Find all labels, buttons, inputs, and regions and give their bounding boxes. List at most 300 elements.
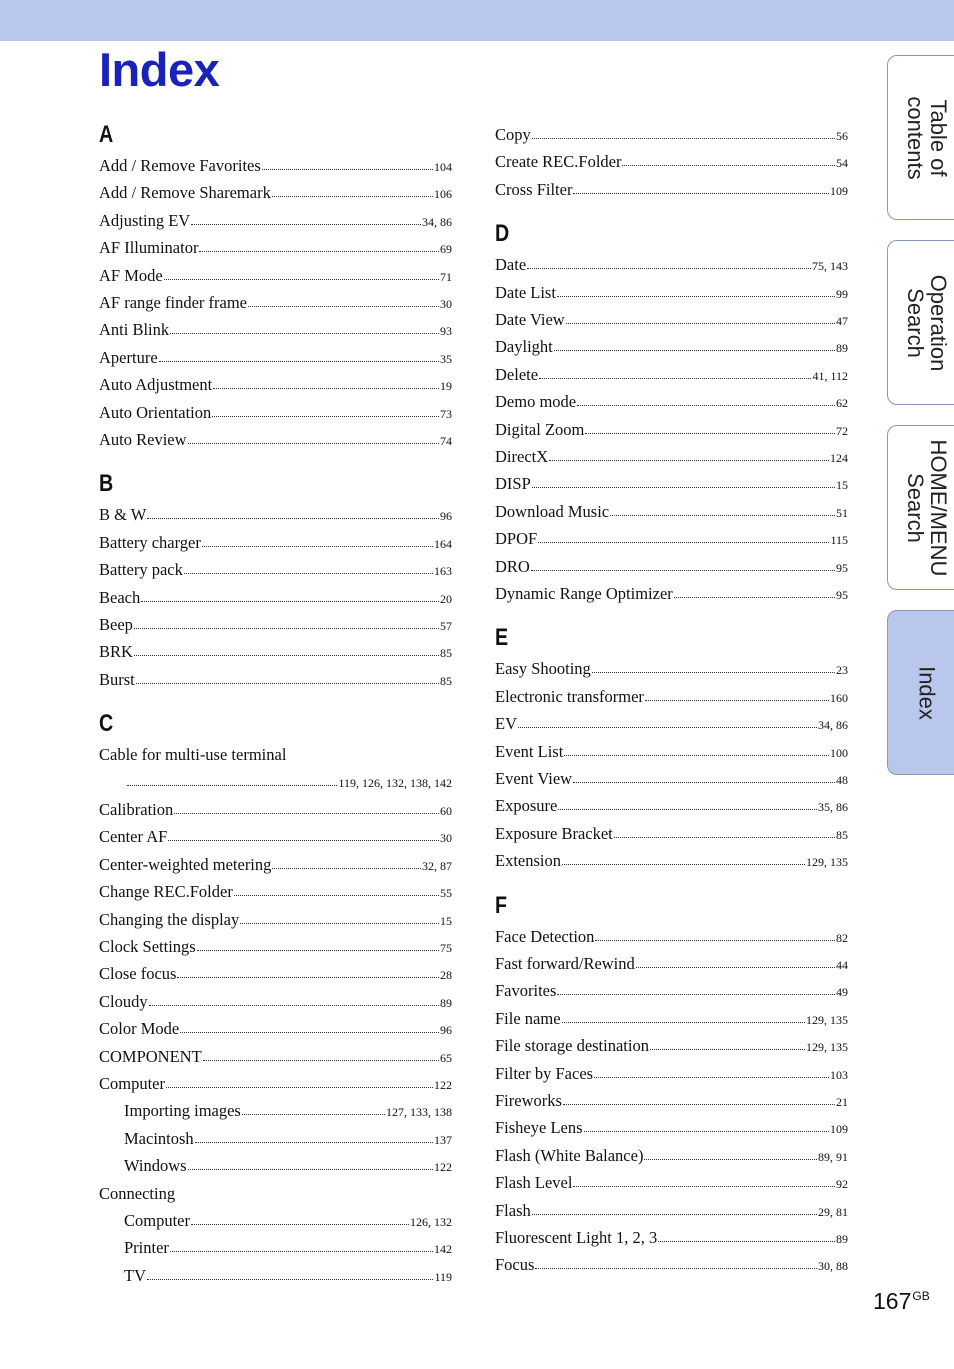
entry-label: Auto Review: [99, 430, 187, 449]
index-entry[interactable]: [495, 1227, 848, 1249]
dot-leader: [585, 433, 835, 434]
page-reference-link[interactable]: 48: [836, 773, 848, 787]
page-reference-link[interactable]: 21: [836, 1095, 848, 1109]
entry-label: Cloudy: [99, 991, 148, 1011]
page-reference-link[interactable]: 44: [836, 958, 848, 972]
index-entry[interactable]: [495, 473, 848, 495]
entry-label: Auto Adjustment: [99, 375, 213, 395]
dot-leader: [147, 1279, 433, 1280]
page-reference-link[interactable]: 35: [440, 351, 452, 366]
dot-leader: [562, 864, 805, 865]
entry-label: Date: [495, 255, 527, 275]
entry-label: Close focus: [99, 964, 177, 984]
entry-label: File storage destination: [495, 1036, 649, 1056]
page-reference-link[interactable]: 49: [836, 985, 848, 1000]
index-entry[interactable]: [99, 881, 452, 903]
index-subentry[interactable]: [99, 1237, 452, 1259]
index-entry[interactable]: [99, 347, 452, 369]
page-reference-link[interactable]: 32, 87: [422, 858, 452, 873]
dot-leader: [202, 546, 433, 547]
index-entry[interactable]: [495, 768, 848, 790]
dot-leader: [573, 782, 835, 783]
page-reference-link[interactable]: 35, 86: [818, 800, 848, 815]
tab-table-of-contents-label: Table of contents: [903, 95, 951, 180]
page-reference-link[interactable]: 65: [440, 1050, 452, 1065]
entry-label: Flash (White Balance): [495, 1145, 644, 1165]
entry-label: Fireworks: [495, 1091, 562, 1110]
dot-leader: [199, 251, 439, 252]
index-entry[interactable]: [99, 237, 452, 259]
page-reference-link[interactable]: 89: [836, 1232, 848, 1246]
entry-label: Anti Blink: [99, 320, 170, 340]
page-reference-link[interactable]: 122: [434, 1078, 452, 1092]
dot-leader: [564, 755, 829, 756]
dot-leader: [180, 1032, 439, 1033]
index-entry[interactable]: [495, 953, 848, 975]
dot-leader: [272, 196, 433, 197]
entry-label: Change REC.Folder: [99, 882, 233, 902]
dot-leader: [595, 940, 835, 941]
index-entry[interactable]: [99, 559, 452, 581]
index-entry[interactable]: [99, 532, 452, 554]
dot-leader: [188, 443, 439, 444]
page-reference-link[interactable]: 122: [434, 1160, 452, 1175]
index-entry[interactable]: [495, 419, 848, 441]
page-reference-link[interactable]: 99: [836, 286, 848, 301]
index-subentry[interactable]: [99, 1100, 452, 1122]
dot-leader: [645, 700, 829, 701]
page-title: Index: [99, 43, 220, 96]
dot-leader: [610, 515, 835, 516]
tab-home-menu-search[interactable]: [887, 425, 954, 590]
page-reference-link[interactable]: 103: [830, 1067, 848, 1082]
dot-leader: [188, 1169, 433, 1170]
page-reference-link[interactable]: 164: [434, 536, 452, 551]
entry-label: Color Mode: [99, 1019, 180, 1039]
dot-leader: [577, 405, 835, 406]
page-reference-link[interactable]: 23: [836, 663, 848, 678]
page-reference-link[interactable]: 127, 133, 138: [386, 1105, 452, 1120]
page-reference-link[interactable]: 129, 135: [806, 1012, 848, 1027]
entry-label: DRO: [495, 556, 530, 576]
dot-leader: [149, 1005, 439, 1006]
entry-label: Date List: [495, 282, 556, 302]
page-reference-link[interactable]: 30, 88: [818, 1259, 848, 1274]
entry-label: Beep: [99, 615, 133, 634]
page-reference-link[interactable]: 119, 126, 132, 138, 142: [338, 775, 452, 790]
dot-leader: [248, 306, 439, 307]
dot-leader: [197, 950, 439, 951]
section-letter: F: [495, 891, 508, 919]
page-reference-link[interactable]: 75, 143: [812, 259, 848, 274]
entry-label: Easy Shooting: [495, 659, 591, 679]
index-entry[interactable]: [495, 850, 848, 872]
entry-label: Add / Remove Sharemark: [99, 183, 271, 203]
page-reference-link[interactable]: 15: [836, 478, 848, 493]
entry-label: Windows: [124, 1156, 187, 1176]
dot-leader: [594, 1077, 829, 1078]
tab-table-of-contents[interactable]: [887, 55, 954, 220]
entry-label: COMPONENT: [99, 1046, 202, 1066]
entry-label: Flash Level: [495, 1173, 573, 1193]
index-entry[interactable]: [495, 1090, 848, 1112]
page-reference-link[interactable]: 29, 81: [818, 1204, 848, 1219]
page-reference-link[interactable]: 72: [836, 423, 848, 438]
entry-label: AF Mode: [99, 265, 163, 285]
index-entry[interactable]: [99, 1183, 452, 1205]
dot-leader: [563, 1104, 835, 1105]
dot-leader: [234, 895, 439, 896]
dot-leader: [674, 597, 835, 598]
page-reference-link[interactable]: 47: [836, 314, 848, 328]
entry-label: Fluorescent Light 1, 2, 3: [495, 1228, 658, 1247]
index-entry[interactable]: [99, 909, 452, 931]
entry-label: DISP: [495, 474, 531, 494]
index-entry[interactable]: [99, 265, 452, 287]
page-reference-link[interactable]: 85: [440, 646, 452, 661]
index-entry[interactable]: [99, 292, 452, 314]
dot-leader: [558, 809, 817, 810]
index-entry[interactable]: [495, 658, 848, 680]
dot-leader: [658, 1241, 835, 1242]
dot-leader: [518, 727, 817, 728]
page-reference-link[interactable]: 129, 135: [806, 855, 848, 870]
tab-index[interactable]: [887, 610, 954, 775]
dot-leader: [614, 837, 835, 838]
entry-label: Battery charger: [99, 532, 201, 552]
index-entry[interactable]: [99, 614, 452, 636]
page-reference-link[interactable]: 73: [440, 406, 452, 421]
index-entry[interactable]: [495, 1172, 848, 1194]
page-number: [873, 1288, 930, 1315]
index-entry[interactable]: [99, 963, 452, 985]
entry-label: BRK: [99, 642, 133, 662]
dot-leader: [636, 967, 835, 968]
index-entry[interactable]: [99, 854, 452, 876]
page-reference-link[interactable]: 69: [440, 242, 452, 257]
page-reference-link[interactable]: 85: [836, 827, 848, 842]
entry-label: Computer: [124, 1211, 190, 1230]
dot-leader: [242, 1114, 385, 1115]
index-entry[interactable]: [495, 713, 848, 735]
dot-leader: [177, 977, 439, 978]
entry-label: DPOF: [495, 529, 538, 549]
page-reference-link[interactable]: 93: [440, 324, 452, 339]
index-entry[interactable]: [495, 556, 848, 578]
entry-label: Dynamic Range Optimizer: [495, 584, 673, 603]
dot-leader: [532, 138, 835, 139]
dot-leader: [557, 994, 835, 995]
index-entry[interactable]: [495, 1117, 848, 1139]
index-entry[interactable]: [495, 980, 848, 1002]
entry-label: Aperture: [99, 347, 158, 367]
index-entry[interactable]: [495, 1063, 848, 1085]
index-entry[interactable]: [99, 402, 452, 424]
index-subentry[interactable]: [99, 1155, 452, 1177]
page-reference-link[interactable]: 28: [440, 968, 452, 983]
dot-leader: [584, 1131, 829, 1132]
dot-leader: [562, 1022, 805, 1023]
entry-label: Favorites: [495, 981, 557, 1001]
entry-label: Calibration: [99, 800, 174, 819]
dot-leader: [203, 1060, 439, 1061]
page-reference-link[interactable]: 109: [830, 183, 848, 198]
page-reference-link[interactable]: 30: [440, 831, 452, 846]
entry-label: TV: [124, 1265, 146, 1285]
entry-label: Changing the display: [99, 909, 240, 929]
index-entry[interactable]: [99, 155, 452, 177]
dot-leader: [141, 601, 439, 602]
dot-leader: [147, 518, 439, 519]
index-entry[interactable]: [495, 1145, 848, 1167]
entry-label: Center AF: [99, 827, 168, 847]
section-letter: E: [495, 624, 509, 652]
dot-leader: [136, 683, 439, 684]
index-entry[interactable]: [99, 744, 452, 766]
dot-leader: [213, 388, 439, 389]
entry-label: Extension: [495, 851, 561, 871]
page-reference-link[interactable]: 54: [836, 156, 848, 171]
dot-leader: [549, 460, 829, 461]
index-entry[interactable]: [495, 1035, 848, 1057]
entry-label: Daylight: [495, 337, 553, 357]
entry-label: Auto Orientation: [99, 402, 212, 422]
dot-leader: [557, 296, 835, 297]
page-reference-link[interactable]: 95: [836, 588, 848, 602]
index-entry[interactable]: [495, 364, 848, 386]
index-entry[interactable]: [495, 1254, 848, 1276]
index-entry[interactable]: [495, 309, 848, 331]
page-reference-link[interactable]: 34, 86: [422, 214, 452, 229]
page-reference-link[interactable]: 71: [440, 269, 452, 284]
entry-label: Importing images: [124, 1101, 241, 1121]
index-entry[interactable]: [99, 669, 452, 691]
index-entry[interactable]: [99, 1046, 452, 1068]
dot-leader: [170, 1251, 433, 1252]
entry-label: Event View: [495, 769, 573, 788]
section-letter: C: [99, 710, 114, 738]
page-reference-link[interactable]: 89, 91: [818, 1149, 848, 1164]
index-subentry[interactable]: [99, 1265, 452, 1287]
dot-leader: [644, 1159, 817, 1160]
dot-leader: [539, 378, 811, 379]
page-number-value: 167: [873, 1288, 912, 1314]
index-entry[interactable]: [495, 926, 848, 948]
page-reference-link[interactable]: 126, 132: [410, 1215, 452, 1229]
entry-label: AF Illuminator: [99, 238, 199, 258]
entry-label: Copy: [495, 125, 531, 144]
index-entry[interactable]: [99, 182, 452, 204]
dot-leader: [573, 193, 829, 194]
index-entry[interactable]: [99, 587, 452, 609]
page-reference-link[interactable]: 96: [440, 509, 452, 524]
page-reference-link[interactable]: 85: [440, 673, 452, 688]
page-reference-link[interactable]: 115: [830, 533, 848, 548]
index-subentry[interactable]: [99, 1210, 452, 1232]
entry-label: Download Music: [495, 501, 610, 521]
page-reference-link[interactable]: 82: [836, 930, 848, 945]
dot-leader: [592, 672, 835, 673]
index-entry[interactable]: [495, 391, 848, 413]
index-entry[interactable]: [99, 319, 452, 341]
page-reference-link[interactable]: 92: [836, 1177, 848, 1192]
page-reference-link[interactable]: 137: [434, 1132, 452, 1147]
dot-leader: [622, 165, 835, 166]
page-reference-link[interactable]: 41, 112: [812, 368, 848, 383]
entry-label: Cross Filter: [495, 179, 573, 199]
entry-label: AF range finder frame: [99, 293, 247, 312]
index-entry[interactable]: [99, 799, 452, 821]
dot-leader: [191, 1224, 409, 1225]
dot-leader: [554, 350, 835, 351]
entry-label: Burst: [99, 669, 135, 689]
dot-leader: [538, 542, 829, 543]
page-number-suffix: GB: [912, 1289, 930, 1303]
page-reference-link[interactable]: 57: [440, 619, 452, 633]
page-reference-link[interactable]: 106: [434, 187, 452, 202]
page-reference-link[interactable]: 55: [440, 886, 452, 901]
index-entry[interactable]: [495, 501, 848, 523]
index-entry[interactable]: [99, 504, 452, 526]
entry-label: Exposure: [495, 796, 558, 816]
page-reference-link[interactable]: 142: [434, 1242, 452, 1257]
section-letter: B: [99, 470, 114, 498]
page-reference-link[interactable]: 119: [434, 1269, 452, 1284]
page-reference-link[interactable]: 56: [836, 129, 848, 143]
entry-label: Printer: [124, 1238, 169, 1258]
page-reference-link[interactable]: 95: [836, 560, 848, 575]
index-entry[interactable]: [99, 1018, 452, 1040]
page-reference-link[interactable]: 109: [830, 1122, 848, 1137]
index-entry[interactable]: [99, 429, 452, 451]
index-entry[interactable]: [495, 124, 848, 146]
page-reference-link[interactable]: 160: [830, 690, 848, 705]
tab-home-menu-search-label: HOME/MENU Search: [903, 439, 951, 576]
entry-label: Connecting: [99, 1183, 176, 1203]
page-reference-link[interactable]: 124: [830, 451, 848, 465]
index-entry[interactable]: [99, 826, 452, 848]
entry-label: DirectX: [495, 447, 549, 466]
dot-leader: [262, 169, 433, 170]
entry-label: Fast forward/Rewind: [495, 954, 635, 973]
entry-label: Beach: [99, 587, 141, 607]
entry-label: Event List: [495, 741, 564, 761]
index-entry[interactable]: [495, 1200, 848, 1222]
entry-label: EV: [495, 714, 517, 734]
page-reference-link[interactable]: 163: [434, 564, 452, 579]
page-reference-link[interactable]: 19: [440, 379, 452, 394]
entry-label: Create REC.Folder: [495, 152, 622, 172]
index-entry[interactable]: [495, 336, 848, 358]
page-reference-link[interactable]: 89: [440, 995, 452, 1010]
index-entry[interactable]: [495, 179, 848, 201]
page-reference-link[interactable]: 100: [830, 745, 848, 760]
entry-label: Date View: [495, 310, 565, 329]
index-entry[interactable]: [99, 991, 452, 1013]
page-reference-link[interactable]: 51: [836, 505, 848, 520]
index-entry[interactable]: [495, 686, 848, 708]
entry-label: Adjusting EV: [99, 210, 191, 230]
dot-leader: [134, 655, 439, 656]
entry-label: Computer: [99, 1074, 165, 1093]
dot-leader: [195, 1142, 433, 1143]
dot-leader: [212, 416, 439, 417]
index-entry[interactable]: [99, 210, 452, 232]
index-entry[interactable]: [495, 583, 848, 605]
page-reference-link[interactable]: 75: [440, 941, 452, 955]
index-entry[interactable]: [99, 1073, 452, 1095]
index-entry[interactable]: [495, 741, 848, 763]
tab-index-label: Index: [914, 665, 940, 720]
dot-leader: [166, 1087, 433, 1088]
dot-leader: [532, 487, 835, 488]
page-reference-link[interactable]: 74: [440, 434, 452, 448]
page-reference-link[interactable]: 104: [434, 160, 452, 174]
index-entry[interactable]: [495, 282, 848, 304]
page-reference-link[interactable]: 34, 86: [818, 718, 848, 733]
entry-label: Battery pack: [99, 560, 183, 580]
page-reference-link[interactable]: 30: [440, 297, 452, 311]
index-entry[interactable]: [495, 823, 848, 845]
dot-leader: [566, 323, 835, 324]
page-reference-link[interactable]: 62: [836, 396, 848, 411]
tab-operation-search-label: Operation Search: [903, 274, 951, 371]
dot-leader: [532, 1214, 817, 1215]
dot-leader: [573, 1186, 835, 1187]
dot-leader: [527, 268, 811, 269]
dot-leader: [174, 813, 439, 814]
dot-leader: [535, 1268, 817, 1269]
index-entry[interactable]: [495, 254, 848, 276]
index-entry[interactable]: [495, 528, 848, 550]
index-entry[interactable]: [99, 374, 452, 396]
index-entry[interactable]: [126, 772, 452, 794]
page-reference-link[interactable]: 96: [440, 1023, 452, 1038]
entry-label: Electronic transformer: [495, 686, 644, 706]
index-entry[interactable]: [99, 936, 452, 958]
entry-label: Clock Settings: [99, 937, 196, 956]
dot-leader: [191, 224, 421, 225]
page-reference-link[interactable]: 129, 135: [806, 1040, 848, 1055]
index-entry[interactable]: [495, 1008, 848, 1030]
entry-label: Exposure Bracket: [495, 823, 613, 843]
entry-label: Focus: [495, 1255, 535, 1275]
dot-leader: [170, 333, 439, 334]
dot-leader: [134, 628, 439, 629]
index-entry[interactable]: [495, 795, 848, 817]
entry-label: File name: [495, 1008, 561, 1028]
page-reference-link[interactable]: 89: [836, 341, 848, 356]
dot-leader: [127, 785, 337, 786]
dot-leader: [650, 1049, 805, 1050]
section-letter: A: [99, 121, 114, 148]
index-entry[interactable]: [495, 151, 848, 173]
section-letter: D: [495, 220, 510, 248]
index-subentry[interactable]: [99, 1128, 452, 1150]
index-entry[interactable]: [99, 641, 452, 663]
dot-leader: [159, 361, 439, 362]
page-reference-link[interactable]: 20: [440, 591, 452, 606]
tab-operation-search[interactable]: [887, 240, 954, 405]
entry-label: Add / Remove Favorites: [99, 156, 261, 175]
page-reference-link[interactable]: 15: [440, 913, 452, 928]
entry-label: Fisheye Lens: [495, 1118, 583, 1138]
entry-label: Cable for multi-use terminal: [99, 745, 287, 765]
dot-leader: [272, 868, 421, 869]
dot-leader: [184, 573, 433, 574]
index-entry[interactable]: [495, 446, 848, 468]
page-reference-link[interactable]: 60: [440, 804, 452, 818]
